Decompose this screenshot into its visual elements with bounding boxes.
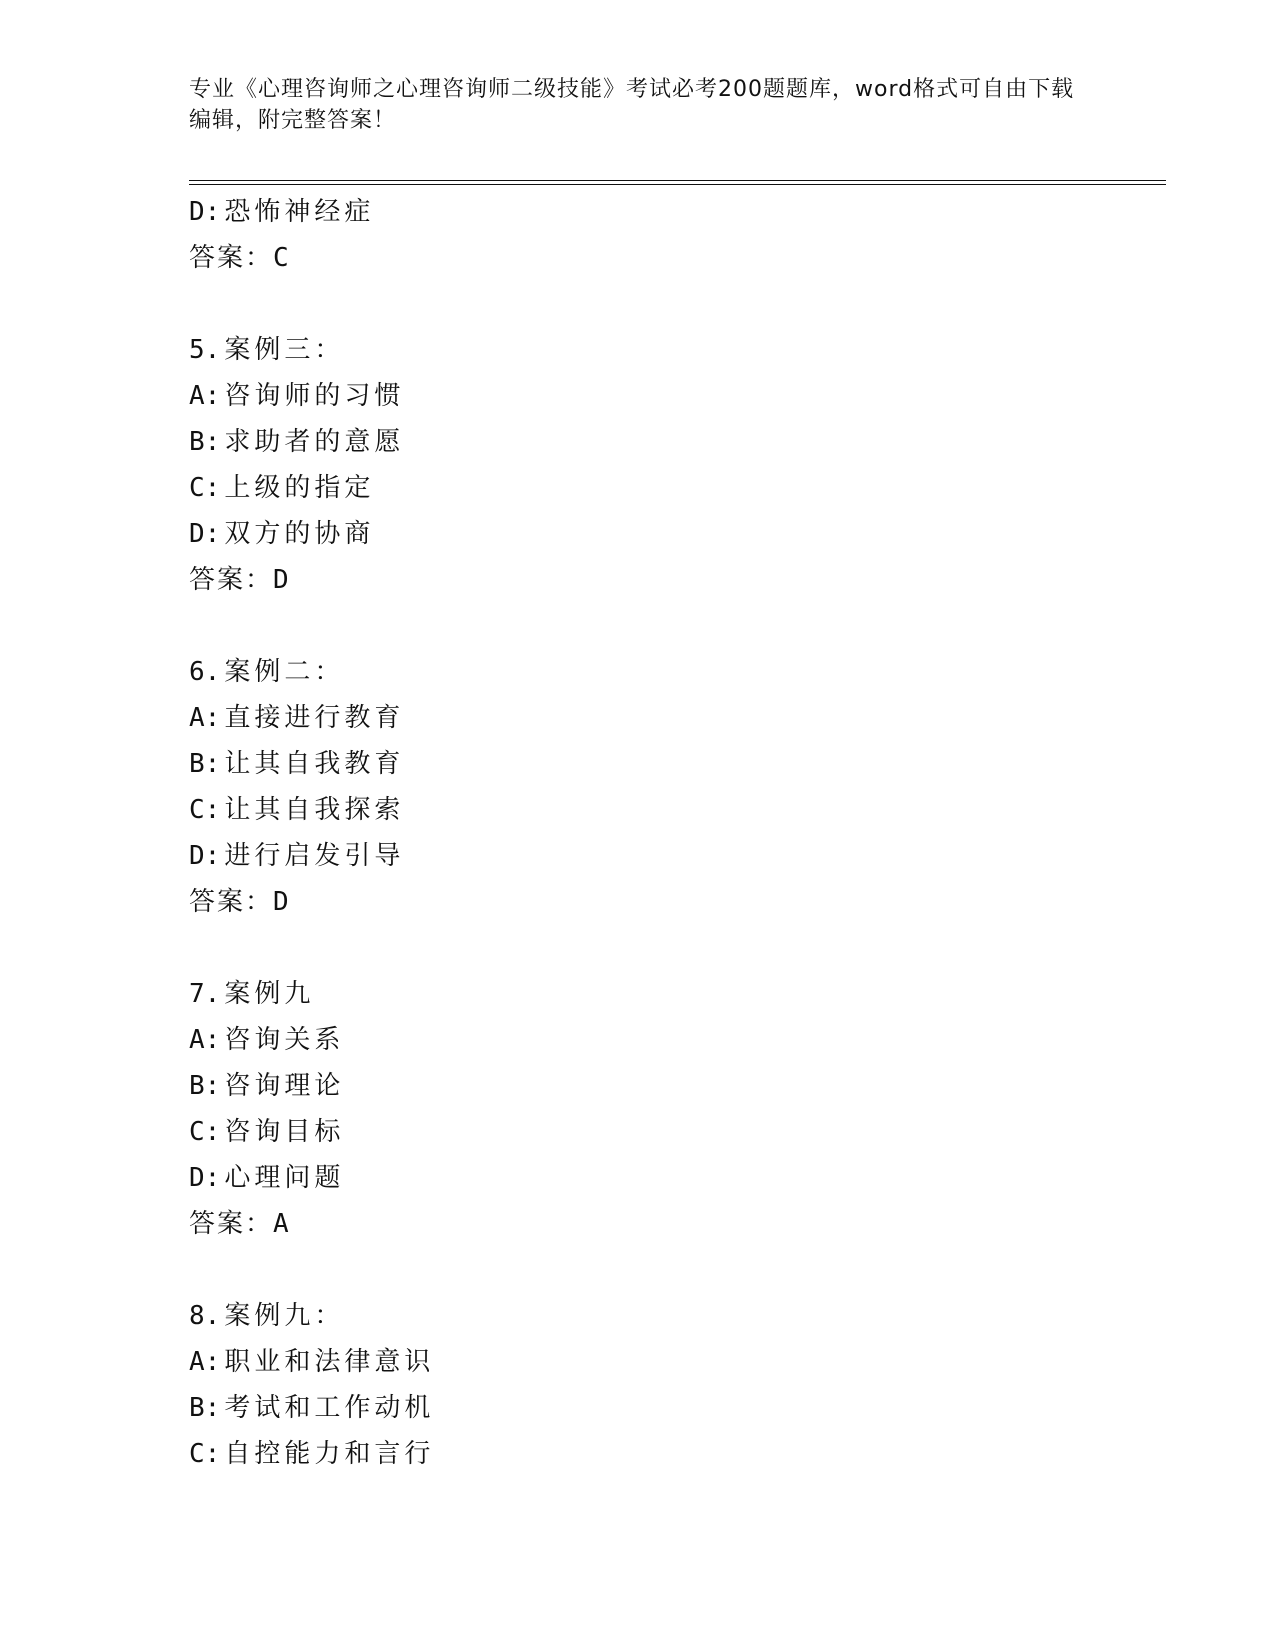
document-header: 专业《心理咨询师之心理咨询师二级技能》考试必考200题题库，word格式可自由下载编辑，附完整答案！ <box>189 77 1075 133</box>
question-text: 案例九 <box>224 979 315 1009</box>
option-letter: C: <box>189 795 221 825</box>
option-letter: D: <box>189 841 221 871</box>
option-text: 咨询目标 <box>224 1117 345 1147</box>
option-letter: C: <box>189 1117 221 1147</box>
option-text: 让其自我探索 <box>224 795 405 825</box>
option-text: 咨询师的习惯 <box>224 381 405 411</box>
option-line <box>189 189 1149 235</box>
option-line <box>189 695 1149 741</box>
answer-label: 答案： <box>189 565 274 595</box>
option-text: 让其自我教育 <box>224 749 405 779</box>
question-number: 7. <box>189 979 221 1009</box>
option-letter: A: <box>189 1025 221 1055</box>
header-divider-bottom <box>189 184 1166 185</box>
option-text: 自控能力和言行 <box>224 1439 435 1469</box>
answer-value: D <box>273 565 289 595</box>
answer-line <box>189 1201 1149 1247</box>
option-text: 咨询理论 <box>224 1071 345 1101</box>
option-text: 上级的指定 <box>224 473 375 503</box>
option-line <box>189 1063 1149 1109</box>
option-letter: B: <box>189 427 221 457</box>
option-letter: A: <box>189 703 221 733</box>
option-line <box>189 1109 1149 1155</box>
option-text: 考试和工作动机 <box>224 1393 435 1423</box>
answer-value: A <box>273 1209 289 1239</box>
option-letter: B: <box>189 1393 221 1423</box>
question-number: 8. <box>189 1301 221 1331</box>
answer-value: D <box>273 887 289 917</box>
option-line <box>189 419 1149 465</box>
option-text: 咨询关系 <box>224 1025 345 1055</box>
answer-label: 答案： <box>189 243 274 273</box>
option-text: 进行启发引导 <box>224 841 405 871</box>
question-stem <box>189 327 1149 373</box>
question-text: 案例二： <box>224 657 345 687</box>
question-list <box>189 189 1149 1477</box>
option-line <box>189 1385 1149 1431</box>
option-line <box>189 1339 1149 1385</box>
option-line <box>189 465 1149 511</box>
answer-line <box>189 879 1149 925</box>
option-letter: D: <box>189 519 221 549</box>
option-letter: C: <box>189 1439 221 1469</box>
answer-label: 答案： <box>189 887 274 917</box>
option-line <box>189 787 1149 833</box>
option-text: 求助者的意愿 <box>224 427 405 457</box>
option-letter: A: <box>189 1347 221 1377</box>
spacer <box>189 925 1149 971</box>
option-line <box>189 511 1149 557</box>
option-text: 直接进行教育 <box>224 703 405 733</box>
option-letter: D: <box>189 197 221 227</box>
question-text: 案例三： <box>224 335 345 365</box>
spacer <box>189 1247 1149 1293</box>
option-text: 恐怖神经症 <box>224 197 375 227</box>
question-stem <box>189 649 1149 695</box>
answer-label: 答案： <box>189 1209 274 1239</box>
option-letter: C: <box>189 473 221 503</box>
option-line <box>189 1155 1149 1201</box>
question-text: 案例九： <box>224 1301 345 1331</box>
option-letter: B: <box>189 1071 221 1101</box>
header-divider-top <box>189 180 1166 181</box>
option-text: 职业和法律意识 <box>224 1347 435 1377</box>
answer-value: C <box>273 243 289 273</box>
question-stem <box>189 1293 1149 1339</box>
option-line <box>189 741 1149 787</box>
spacer <box>189 603 1149 649</box>
option-line <box>189 1431 1149 1477</box>
option-text: 双方的协商 <box>224 519 375 549</box>
option-line <box>189 833 1149 879</box>
option-letter: D: <box>189 1163 221 1193</box>
option-line <box>189 1017 1149 1063</box>
spacer <box>189 281 1149 327</box>
option-letter: B: <box>189 749 221 779</box>
answer-line <box>189 235 1149 281</box>
answer-line <box>189 557 1149 603</box>
option-line <box>189 373 1149 419</box>
option-letter: A: <box>189 381 221 411</box>
question-stem <box>189 971 1149 1017</box>
option-text: 心理问题 <box>224 1163 345 1193</box>
question-number: 5. <box>189 335 221 365</box>
question-number: 6. <box>189 657 221 687</box>
